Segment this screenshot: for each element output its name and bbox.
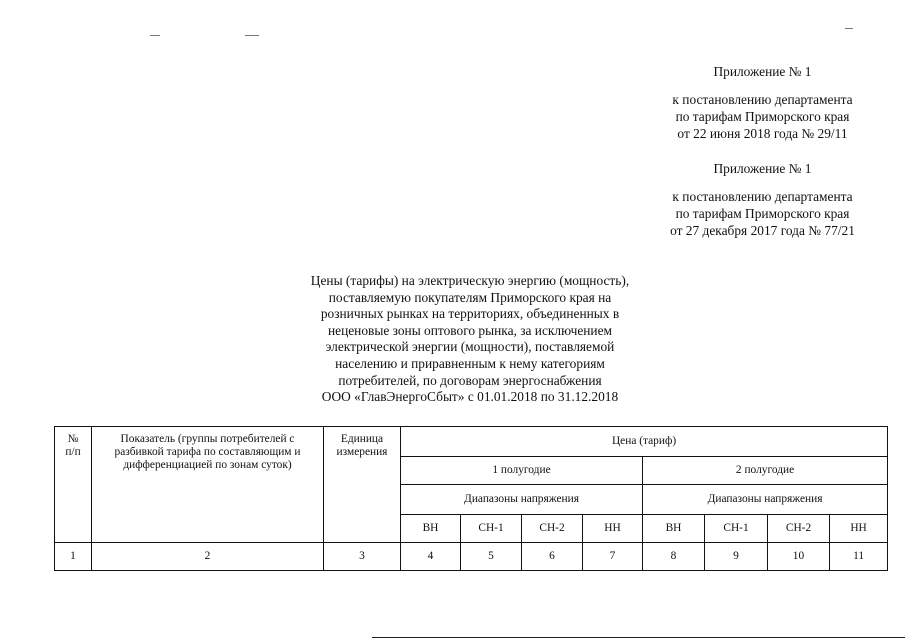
appendix-heading: Приложение № 1 (713, 64, 812, 79)
column-number: 11 (830, 543, 888, 571)
scan-artifact (245, 35, 259, 36)
header-level: СН-2 (768, 515, 830, 543)
appendix-block-2 (640, 160, 885, 239)
header-price: Цена (тариф) (401, 427, 888, 457)
scan-artifact (150, 35, 160, 36)
appendix-block-1 (640, 63, 885, 142)
title-line: потребителей, по договорам энергоснабжения (338, 372, 602, 388)
column-number: 10 (768, 543, 830, 571)
header-half-1: 1 полугодие (401, 457, 643, 485)
page-edge-line (372, 637, 905, 638)
title-line: Цены (тарифы) на электрическую энергию (мощность), (310, 273, 630, 288)
column-number: 1 (55, 543, 92, 571)
appendix-line: к постановлению департамента (672, 189, 853, 204)
header-indicator: Показатель (группы потребителей с разбивкой тарифа по составляющим и дифференциацией по зонам суток) (92, 427, 324, 543)
appendix-line: от 27 декабря 2017 года № 77/21 (670, 223, 855, 238)
appendix-line: по тарифам Приморского края (675, 206, 850, 221)
table-row (55, 543, 888, 571)
column-number: 2 (92, 543, 324, 571)
column-number: 8 (643, 543, 705, 571)
header-voltage-range-1: Диапазоны напряжения (401, 485, 643, 515)
appendix-heading: Приложение № 1 (713, 161, 812, 176)
header-half-2: 2 полугодие (643, 457, 888, 485)
scan-artifact (845, 28, 853, 29)
title-line: неценовые зоны оптового рынка, за исключением (327, 322, 613, 338)
tariff-table (54, 426, 888, 571)
document-title (270, 273, 670, 406)
title-line: электрической энергии (мощности), поставляемой (325, 339, 615, 355)
header-level: ВН (401, 515, 461, 543)
title-line: розничных рынках на территориях, объединенных в (320, 306, 620, 322)
column-number: 5 (461, 543, 522, 571)
column-number: 6 (522, 543, 583, 571)
header-level: НН (583, 515, 643, 543)
column-number: 3 (324, 543, 401, 571)
appendix-line: к постановлению департамента (672, 92, 853, 107)
header-level: СН-1 (461, 515, 522, 543)
title-line: поставляемую покупателям Приморского края на (328, 289, 612, 305)
column-number: 7 (583, 543, 643, 571)
header-number: № п/п (55, 427, 92, 543)
column-number: 9 (705, 543, 768, 571)
title-line: ООО «ГлавЭнергоСбыт» с 01.01.2018 по 31.12.2018 (321, 389, 619, 405)
title-line: населению и приравненным к нему категориям (335, 355, 605, 371)
appendix-line: по тарифам Приморского края (675, 109, 850, 124)
appendix-line: от 22 июня 2018 года № 29/11 (677, 126, 848, 141)
header-unit: Единица измерения (324, 427, 401, 543)
header-level: ВН (643, 515, 705, 543)
column-number: 4 (401, 543, 461, 571)
header-level: СН-2 (522, 515, 583, 543)
header-level: НН (830, 515, 888, 543)
header-level: СН-1 (705, 515, 768, 543)
header-voltage-range-2: Диапазоны напряжения (643, 485, 888, 515)
